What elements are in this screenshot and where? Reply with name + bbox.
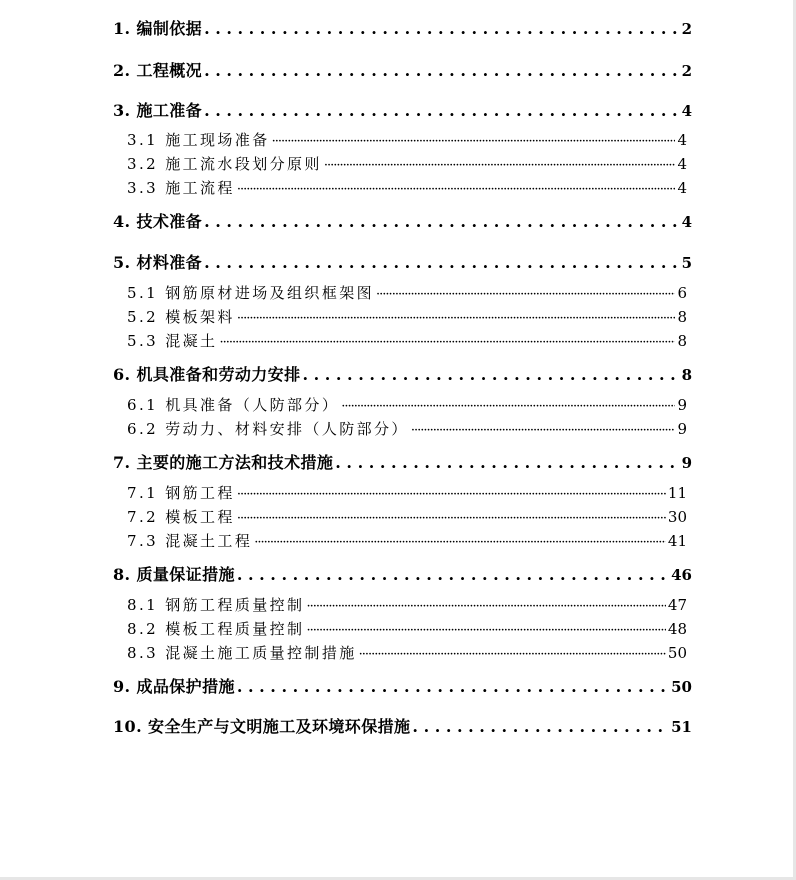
dot-leader: [272, 131, 676, 149]
toc-entry-title: 3. 施工准备: [113, 101, 203, 120]
toc-entry-level2[interactable]: [127, 482, 687, 503]
toc-entry-page: 4: [677, 155, 687, 173]
toc-entry-page: 4: [677, 131, 687, 149]
toc-entry-level2[interactable]: [127, 394, 687, 415]
toc-entry-page: 2: [681, 20, 692, 38]
toc-entry-level1[interactable]: [113, 674, 692, 697]
toc-entry-level2[interactable]: [127, 642, 687, 663]
toc-entry-title: 7.1 钢筋工程: [127, 484, 235, 502]
dot-leader: [204, 212, 679, 231]
toc-entry-page: 4: [677, 179, 687, 197]
toc-entry-title: 6. 机具准备和劳动力安排: [113, 365, 301, 384]
toc-entry-level2[interactable]: [127, 177, 687, 198]
toc-entry-page: 9: [681, 454, 692, 472]
toc-entry-page: 4: [681, 102, 692, 120]
toc-entry-title: 5. 材料准备: [113, 253, 203, 272]
toc-entry-page: 8: [677, 308, 687, 326]
toc-entry-page: 47: [667, 596, 687, 614]
toc-entry-page: 8: [681, 366, 692, 384]
toc-entry-title: 4. 技术准备: [113, 212, 203, 231]
toc-entry-level2[interactable]: [127, 306, 687, 327]
toc-entry-level2[interactable]: [127, 506, 687, 527]
dot-leader: [204, 101, 679, 120]
dot-leader: [324, 155, 676, 173]
toc-entry-title: 8. 质量保证措施: [113, 565, 235, 584]
toc-entry-title: 2. 工程概况: [113, 61, 203, 80]
toc-entry-page: 46: [671, 566, 692, 584]
dot-leader: [306, 620, 665, 638]
toc-entry-page: 5: [681, 254, 692, 272]
dot-leader: [376, 284, 675, 302]
dot-leader: [359, 644, 666, 662]
toc-entry-level2[interactable]: [127, 282, 687, 303]
toc-entry-page: 8: [677, 332, 687, 350]
toc-entry-page: 11: [667, 484, 687, 502]
toc-entry-title: 8.1 钢筋工程质量控制: [127, 596, 305, 614]
toc-entry-page: 9: [677, 420, 687, 438]
toc-entry-title: 6.2 劳动力、材料安排（人防部分）: [127, 420, 409, 438]
dot-leader: [302, 365, 679, 384]
toc-entry-title: 6.1 机具准备（人防部分）: [127, 396, 340, 414]
toc-entry-title: 1. 编制依据: [113, 19, 203, 38]
toc-entry-title: 10. 安全生产与文明施工及环境环保措施: [113, 717, 411, 736]
toc-entry-title: 3.1 施工现场准备: [127, 131, 270, 149]
toc-entry-level2[interactable]: [127, 594, 687, 615]
toc-entry-page: 48: [667, 620, 687, 638]
dot-leader: [237, 677, 669, 696]
toc-entry-level2[interactable]: [127, 153, 687, 174]
toc-entry-title: 5.3 混凝土: [127, 332, 218, 350]
toc-entry-title: 5.1 钢筋原材进场及组织框架图: [127, 284, 375, 302]
toc-entry-level2[interactable]: [127, 330, 687, 351]
toc-entry-page: 6: [677, 284, 687, 302]
toc-entry-page: 51: [671, 718, 692, 736]
toc-entry-level1[interactable]: [113, 714, 692, 737]
toc-entry-level1[interactable]: [113, 562, 692, 585]
dot-leader: [204, 61, 679, 80]
toc-entry-page: 30: [667, 508, 687, 526]
toc-entry-level1[interactable]: [113, 98, 692, 121]
toc-entry-title: 8.3 混凝土施工质量控制措施: [127, 644, 357, 662]
dot-leader: [254, 532, 666, 550]
toc-entry-level2[interactable]: [127, 530, 687, 551]
toc-entry-level1[interactable]: [113, 450, 692, 473]
toc-entry-title: 7. 主要的施工方法和技术措施: [113, 453, 334, 472]
toc-entry-page: 50: [671, 678, 692, 696]
toc-entry-page: 41: [667, 532, 687, 550]
dot-leader: [341, 396, 675, 414]
dot-leader: [411, 420, 676, 438]
toc-entry-level1[interactable]: [113, 58, 692, 81]
toc-entry-page: 9: [677, 396, 687, 414]
dot-leader: [219, 332, 675, 350]
toc-entry-title: 7.3 混凝土工程: [127, 532, 253, 550]
dot-leader: [237, 179, 676, 197]
toc-entry-level2[interactable]: [127, 618, 687, 639]
toc-entry-page: 50: [667, 644, 687, 662]
dot-leader: [204, 19, 679, 38]
toc-entry-title: 3.2 施工流水段划分原则: [127, 155, 322, 173]
dot-leader: [335, 453, 679, 472]
toc-entry-page: 2: [681, 62, 692, 80]
toc-entry-level2[interactable]: [127, 129, 687, 150]
dot-leader: [237, 508, 666, 526]
toc-entry-title: 9. 成品保护措施: [113, 677, 235, 696]
toc-entry-title: 8.2 模板工程质量控制: [127, 620, 305, 638]
toc-entry-level2[interactable]: [127, 418, 687, 439]
dot-leader: [204, 253, 679, 272]
toc-entry-title: 5.2 模板架料: [127, 308, 235, 326]
dot-leader: [237, 308, 676, 326]
dot-leader: [412, 717, 669, 736]
toc-entry-title: 3.3 施工流程: [127, 179, 235, 197]
toc-entry-level1[interactable]: [113, 250, 692, 273]
dot-leader: [306, 596, 665, 614]
toc-entry-level1[interactable]: [113, 362, 692, 385]
dot-leader: [237, 484, 666, 502]
toc-entry-page: 4: [681, 213, 692, 231]
toc-entry-level1[interactable]: [113, 209, 692, 232]
toc-entry-level1[interactable]: [113, 16, 692, 39]
toc-entry-title: 7.2 模板工程: [127, 508, 235, 526]
dot-leader: [237, 565, 669, 584]
